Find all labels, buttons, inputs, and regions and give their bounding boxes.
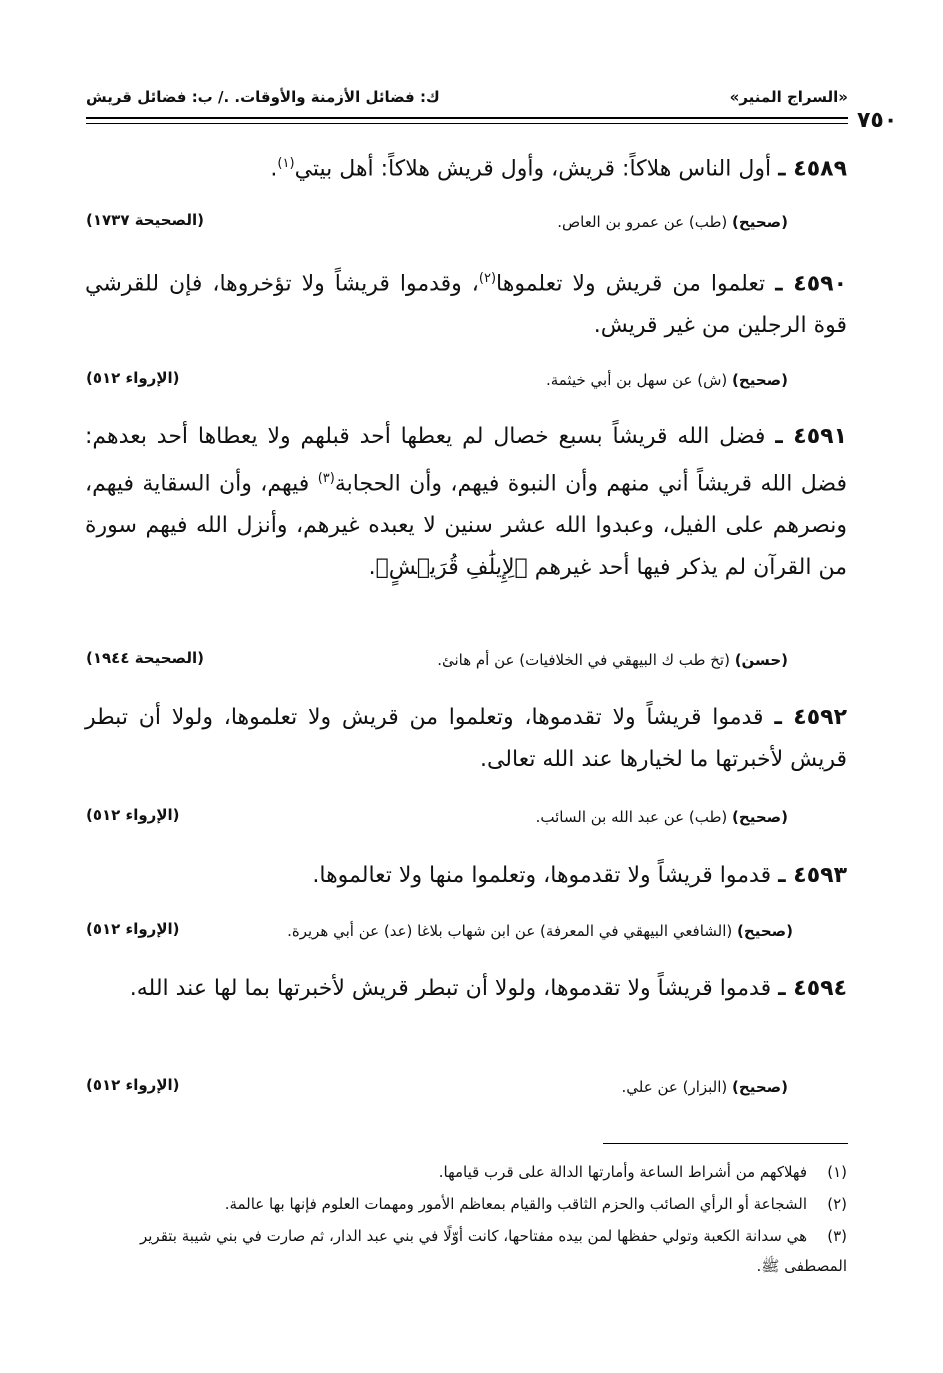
hadith-text: قدموا قريشاً ولا تقدموها، وتعلموا منها ولا تعالموها. bbox=[312, 863, 772, 888]
footnote bbox=[85, 1221, 847, 1281]
hadith-grade: (صحيح) bbox=[732, 1078, 788, 1096]
hadith-narrator: (الشافعي البيهقي في المعرفة) عن ابن شهاب بلاغا (عد) عن أبي هريرة. bbox=[287, 922, 733, 940]
hadith-text-tail: . bbox=[270, 156, 278, 182]
hadith-grade: (صحيح) bbox=[732, 371, 788, 389]
hadith-entry bbox=[85, 416, 847, 589]
hadith-narrator: (البزار) عن علي. bbox=[621, 1078, 728, 1096]
hadith-entry bbox=[85, 697, 847, 781]
hadith-narrator: (طب) عن عبد الله بن السائب. bbox=[535, 808, 728, 826]
hadith-text: أول الناس هلاكاً: قريش، وأول قريش هلاكاً: أهل بيتي bbox=[294, 156, 772, 182]
hadith-source bbox=[546, 371, 788, 389]
footnote-number: (٢) bbox=[827, 1195, 847, 1213]
footnote-separator bbox=[603, 1143, 848, 1144]
hadith-number: ٤٥٩١ ـ bbox=[775, 424, 847, 449]
hadith-text-tail: ، وقدموا قريشاً ولا تؤخروها، فإن للقرشي قوة الرجلين من غير قريش. bbox=[85, 271, 847, 339]
page-number: ٧٥٠ bbox=[857, 108, 898, 133]
footnote-marker: (٣) bbox=[317, 471, 335, 486]
footnote bbox=[85, 1189, 847, 1219]
footnote-text: هي سدانة الكعبة وتولي حفظها لمن بيده مفتاحها، كانت أوّلًا في بني عبد الدار، ثم صارت في بني شيبة بتقرير المصطفى ﷺ. bbox=[139, 1227, 847, 1275]
hadith-reference: (الإرواء ٥١٢) bbox=[86, 806, 180, 824]
hadith-number: ٤٥٩٤ ـ bbox=[778, 976, 847, 1001]
footnote bbox=[85, 1157, 847, 1187]
hadith-reference: (الإرواء ٥١٢) bbox=[86, 1076, 180, 1094]
hadith-grade: (صحيح) bbox=[732, 213, 788, 231]
hadith-source bbox=[536, 808, 788, 826]
hadith-reference: (الصحيحة ١٩٤٤) bbox=[86, 649, 204, 667]
footnote-marker: (٢) bbox=[478, 271, 497, 286]
hadith-reference: (الإرواء ٥١٢) bbox=[86, 369, 180, 387]
hadith-entry bbox=[85, 855, 847, 897]
hadith-entry bbox=[85, 143, 847, 190]
section-title: ك: فضائل الأزمنة والأوقات. ./ ب: فضائل قريش bbox=[86, 88, 440, 106]
hadith-source bbox=[557, 213, 788, 231]
hadith-grade: (صحيح) bbox=[732, 808, 788, 826]
hadith-narrator: (تخ طب ك البيهقي في الخلافيات) عن أم هانئ. bbox=[437, 651, 730, 669]
hadith-number: ٤٥٨٩ ـ bbox=[778, 156, 847, 182]
footnote-number: (٣) bbox=[827, 1227, 847, 1245]
footnote-marker: (١) bbox=[277, 156, 295, 171]
hadith-text: تعلموا من قريش ولا تعلموها bbox=[496, 271, 766, 297]
footnote-text: فهلاكهم من أشراط الساعة وأمارتها الدالة على قرب قيامها. bbox=[438, 1163, 807, 1181]
hadith-grade: (صحيح) bbox=[737, 922, 793, 940]
footnote-text: الشجاعة أو الرأي الصائب والحزم الثاقب والقيام بمعاظم الأمور ومهمات العلوم فإنها بها عالمة. bbox=[224, 1195, 807, 1213]
hadith-reference: (الإرواء ٥١٢) bbox=[86, 920, 180, 938]
hadith-source bbox=[287, 922, 793, 940]
header-rule-thin bbox=[86, 123, 848, 124]
hadith-narrator: (ش) عن سهل بن أبي خيثمة. bbox=[545, 371, 728, 389]
hadith-grade: (حسن) bbox=[734, 651, 788, 669]
hadith-number: ٤٥٩٢ ـ bbox=[774, 705, 848, 730]
hadith-narrator: (طب) عن عمرو بن العاص. bbox=[557, 213, 728, 231]
header-rule-thick bbox=[86, 117, 848, 119]
book-title: «السراج المنير» bbox=[729, 88, 848, 106]
hadith-text-tail: فيهم، وأن السقاية فيهم، ونصرهم على الفيل، وعبدوا الله عشر سنين لا يعبده غيرهم، وأنزل الله فيهم سورة من القرآن لم يذكر فيها أحد غيرهم ﴿لِإِيلَٰفِ قُرَيۡشٍ﴾. bbox=[85, 471, 847, 581]
running-header bbox=[86, 86, 848, 110]
hadith-number: ٤٥٩٠ ـ bbox=[775, 271, 847, 297]
hadith-entry bbox=[85, 258, 847, 347]
hadith-reference: (الصحيحة ١٧٣٧) bbox=[86, 211, 204, 229]
hadith-text: قدموا قريشاً ولا تقدموها، وتعلموا من قريش ولا تعلموها، ولولا أن تبطر قريش لأخبرتها ما لخيارها عند الله تعالى. bbox=[85, 705, 847, 772]
hadith-source bbox=[437, 651, 788, 669]
hadith-text: قدموا قريشاً ولا تقدموها، ولولا أن تبطر قريش لأخبرتها بما لها عند الله. bbox=[129, 976, 772, 1001]
hadith-entry bbox=[85, 968, 847, 1010]
hadith-number: ٤٥٩٣ ـ bbox=[778, 863, 847, 888]
footnote-number: (١) bbox=[827, 1163, 847, 1181]
hadith-text: فضل الله قريشاً بسبع خصال لم يعطها أحد قبلهم ولا يعطاها أحد بعدهم: فضل الله قريشاً أني منهم وأن النبوة فيهم، وأن الحجابة bbox=[85, 424, 847, 497]
hadith-source bbox=[622, 1078, 788, 1096]
